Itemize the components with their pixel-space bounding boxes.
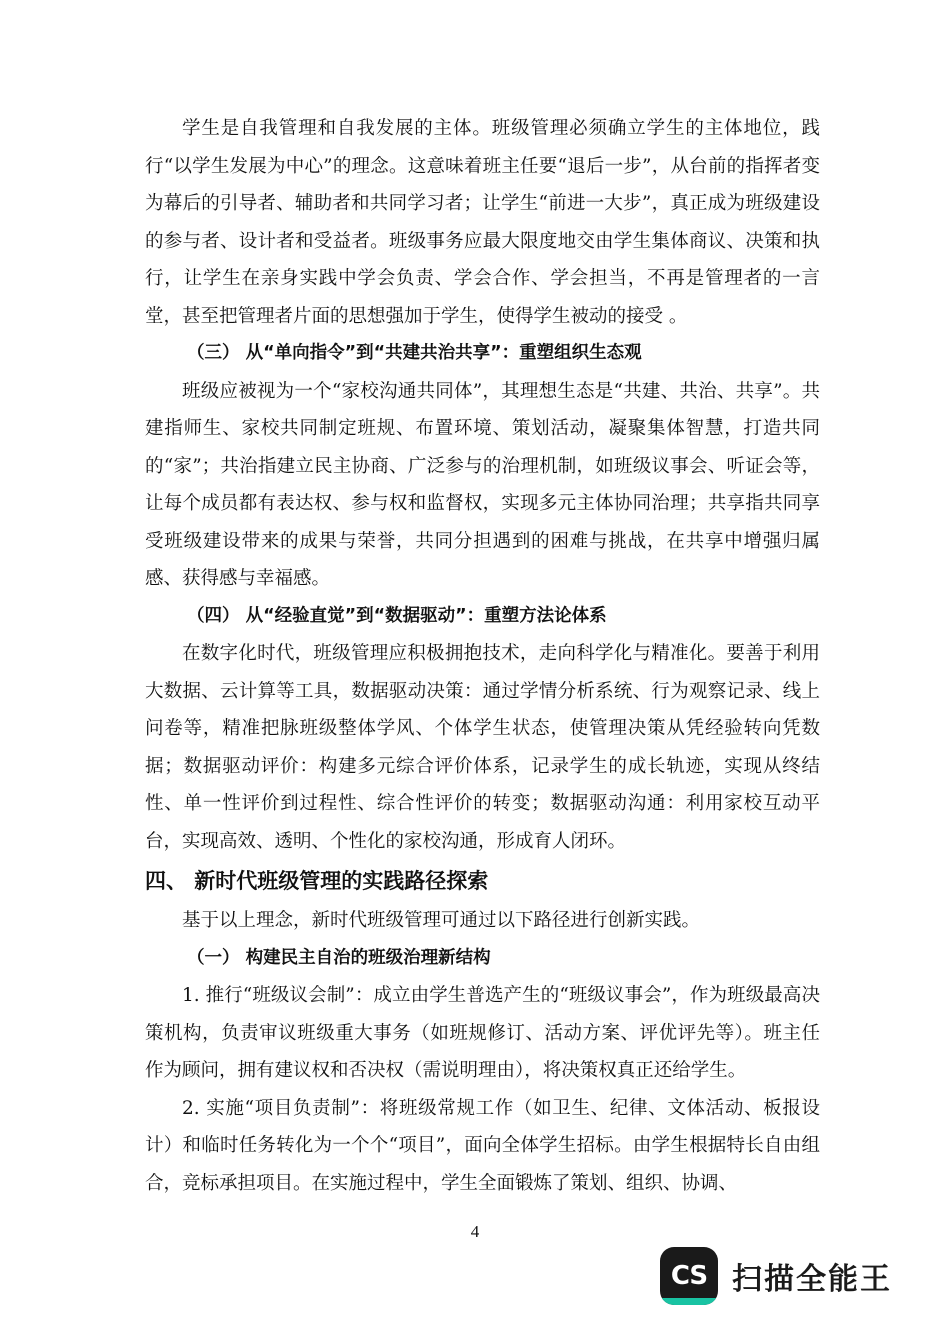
watermark-app-name: 扫描全能王 bbox=[732, 1262, 892, 1297]
chapter4-sub1-heading: （一） 构建民主自治的班级治理新结构 bbox=[187, 947, 491, 968]
main-text bbox=[145, 110, 820, 1202]
section4-body: 在数字化时代，班级管理应积极拥抱技术，走向科学化与精准化。要善于利用大数据、云计算等工具，数据驱动决策：通过学情分析系统、行为观察记录、线上问卷等，精准把脉班级整体学风、个体学生状态，使管理决策从凭经验转向凭数据；数据驱动评价：构建多元综合评价体系，记录学生的成长轨迹，实现从终结性、单一性评价到过程性、综合性评价的转变；数据驱动沟通：利用家校互动平台，实现高效、透明、个性化的家校沟通，形成育人闭环。 bbox=[145, 643, 820, 852]
chapter4-heading: 四、 新时代班级管理的实践路径探索 bbox=[145, 869, 489, 893]
section3-body: 班级应被视为一个“家校沟通共同体”，其理想生态是“共建、共治、共享”。共建指师生、家校共同制定班规、布置环境、策划活动，凝聚集体智慧，打造共同的“家”；共治指建立民主协商、广泛参与的治理机制，如班级议事会、听证会等，让每个成员都有表达权、参与权和监督权，实现多元主体协同治理；共享指共同享受班级建设带来的成果与荣誉，共同分担遇到的困难与挑战，在共享中增强归属感、获得感与幸福感。 bbox=[145, 380, 820, 589]
camscanner-logo-icon bbox=[660, 1247, 718, 1305]
section4-heading: （四） 从“经验直觉”到“数据驱动”：重塑方法论体系 bbox=[187, 605, 607, 626]
paragraph-student-subject: 学生是自我管理和自我发展的主体。班级管理必须确立学生的主体地位，践行“以学生发展为中心”的理念。这意味着班主任要“退后一步”，从台前的指挥者变为幕后的引导者、辅助者和共同学习者；让学生“前进一大步”，真正成为班级建设的参与者、设计者和受益者。班级事务应最大限度地交由学生集体商议、决策和执行，让学生在亲身实践中学会负责、学会合作、学会担当，不再是管理者的一言堂，甚至把管理者片面的思想强加于学生，使得学生被动的接受 。 bbox=[145, 118, 820, 327]
chapter4-item2: 2. 实施“项目负责制”：将班级常规工作（如卫生、纪律、文体活动、板报设计）和临时任务转化为一个个“项目”，面向全体学生招标。由学生根据特长自由组合，竞标承担项目。在实施过程中，学生全面锻炼了策划、组织、协调、 bbox=[145, 1097, 820, 1194]
section3-heading: （三） 从“单向指令”到“共建共治共享”：重塑组织生态观 bbox=[187, 343, 642, 363]
logo-text: CS bbox=[670, 1261, 708, 1291]
camscanner-watermark bbox=[660, 1246, 930, 1306]
page-number: 4 bbox=[470, 1222, 480, 1241]
chapter4-item1: 1. 推行“班级议会制”：成立由学生普选产生的“班级议事会”，作为班级最高决策机构，负责审议班级重大事务（如班规修订、活动方案、评优评先等）。班主任作为顾问，拥有建议权和否决权（需说明理由），将决策权真正还给学生。 bbox=[145, 985, 820, 1081]
chapter4-intro: 基于以上理念，新时代班级管理可通过以下路径进行创新实践。 bbox=[182, 910, 701, 931]
